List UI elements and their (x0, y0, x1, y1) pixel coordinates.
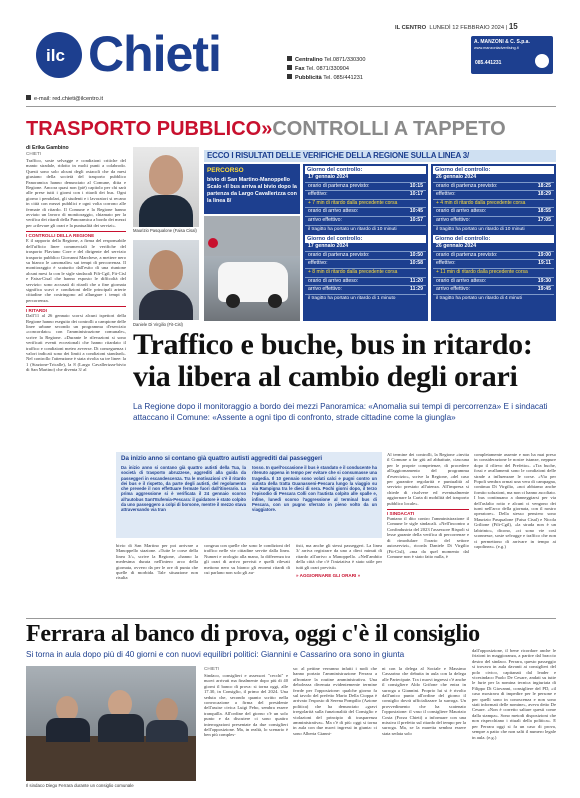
article1-col4: congrua con quelle che sono le condizioni del traffico nelle vie cittadine servite dalla linea. Numeri e orologio alla mano, la differenza tra gli orari di arrivo previsti e quelli rilevati mettono nero su bianco gli enormi ritardi di cui parlano non solo gli au- (204, 543, 290, 576)
schedule-row: effettivo: 10:17 (308, 191, 423, 198)
schedule-row: effettivo: 18:29 (436, 191, 551, 198)
section-header (26, 117, 506, 141)
schedule-row: orario di partenza previsto: 10:15 (308, 182, 423, 189)
article2-col3: ni con la delega al Sociale e Massimo Cassarino che debutta in aula con la delega alle Partecipate. Tra i nuovi ingressi c'è anche il consigliere Aldo Grifone che entra in surroga a Giannini. Proprio lui si è rivolto dall'unico punto all'ordine del giorno il consiglio dovrà ufficializzare la surroga. Un provvedimento che ha scatenato l'opposizione: il vaso il consigliere Maurizio Costa (Forza Chieti) a informare con una missiva il prefetto sul ritardo del tempo per la surroga. Ma, se la maretta sembra essere stata sedata solo (382, 666, 466, 736)
col5-text: tisti, ma anche gli stessi passeggeri. La linea 3/ arriva registrare da uno a dieci minuti di ritardo all'arrivo a Manoppello. «Nell'ambito della città che c'è l'iniziativa è stato utile per tutti gli orari previsti» (296, 543, 382, 570)
subhead-ritardi: I RITARDI (26, 306, 126, 313)
section-title-red: TRASPORTO PUBBLICO (26, 118, 262, 140)
jacket-shape (46, 718, 90, 742)
schedule-table-left (303, 164, 428, 321)
delay-note: + 4 min di ritardo dalla precedente corsa (436, 199, 526, 206)
jacket-shape (139, 195, 193, 227)
schedule-row: arrivo effettivo: 11:29 (308, 286, 423, 293)
schedule-row: arrivo effettivo: 10:57 (308, 216, 423, 223)
article2-col1 (204, 666, 288, 788)
article1-col1-p1: Traffico, soste selvagge e condizioni critiche del manto stradale, ridotto in molti punti a colabrodo. Questi sono solo alcuni degli ostacoli che da mesi giustano della società del trasporto pubblico Panoramica hanno denunciato al Comune, ditta e Regione. Ancora quasi non (piè) capitolo per chi sarà alle prese tutti i giorni con i ritardi dei bus. Ogni giorno i pendolari, gli studenti e i lavoratori si recano in città con mezzi pubblici e ogni volta corrono alle fermate di ritardo. Il Comune e la Regione hanno avviato un lavoro di monitoraggio, chiamato per la verifica dei ritardi della Panoramica a bordo dei mezzi per «rilevare gli orari e la puntualità dei servizi». (26, 158, 126, 228)
col5-subhead: » AGGIORNARE GLI ORARI » (296, 573, 361, 579)
square-icon (287, 56, 292, 61)
contact-pubblicita: Pubblicità Tel. 085/441231 (287, 74, 407, 83)
svg-text:ilc: ilc (46, 46, 65, 65)
aggression-box (116, 452, 382, 538)
council-photo-caption: Il sindaco Diego Ferrara durante un consiglio comunale (26, 783, 134, 788)
ad-site: www.manzoniadvertising.it (474, 46, 519, 50)
total-delay: il tragitto ha portato un ritardo di 1 minuto (308, 295, 396, 301)
article2-col1-text: Sindaco, consiglieri e assessori "cecchi" e nuovi arrivati ma finalmente dopo più di 40 giorni il banco di prova: si torna oggi, alle 17.30, in Consiglio, il primo del 2024. Una seduta che, secondo quanto scritto nella convocazione a firma del presidente dell'assise civica Luigi Febo, sembra essere tranquilla. All'ordine del giorno c'è un solo punto e da discutere ci sono quattro interrogazioni presentate da due consiglieri dell'opposizione. Ma, in realtà, lo scenario è ben più comples- (204, 673, 288, 738)
schedule-table-right (431, 164, 556, 321)
ad-company: A. MANZONI & C. S.p.a. (474, 39, 530, 45)
delay-note: + 7 min di ritardo dalla precedente corsa (308, 199, 398, 206)
square-icon (26, 95, 31, 100)
schedule-row: effettivo: 10:58 (308, 260, 423, 267)
col6-text2: Puntano il dito contro l'amministrazione il Comune le sigle sindacali. «Nell'incontro a Confindustria del 2023 l'assessore Rispoli si lesse garante della verifica di percorrenze e di rimodulare l'orario del settore autoservizi», ricorda Daniele Di Virgilio (Fit-Cisl), «ma da quel momento dal Comune non è stato fatto nulla, è (387, 516, 469, 559)
council-photo (26, 666, 196, 781)
control-date: 17 gennaio 2024 (308, 174, 349, 180)
aggression-box-text-1: Da inizio anno si contano già quattro autisti della Tua, la società di trasporto abruzzese, aggrediti alla guida da passeggeri in escandescenza. Tra le motivazioni c'è il ritardo dei bus e il rispetto, da parte degli autisti, del regolamento che prevede il non effettuare fermate fuori dall'itinerario. La prima aggressione si è verificata il 24 gennaio scorso all'autobus Sant'Eufemia-Pescara: il guidatore è stato colpito da uno passeggero a colpi di borsone, mentre il mezzo stava attraversando via tran (121, 465, 246, 513)
col6-subhead: I SINDACATI (387, 509, 469, 516)
article1-col3: bivio di San Martino per poi arrivare a Manoppello stazione. «Tutte le corse della linea 3/», scrive la Regione, «hanno la medesima durata nell'intero arco della giornata, ovvero da per le ore di punta che quelle di morbida. Tale situazione non risulta (116, 543, 198, 581)
article1-col5 (296, 543, 382, 613)
col6-text: Al termine dei controlli, la Regione «invita il Comune a far giù ad abbattute, ciascuna per le proprie competenze, di procedere all'aggiornamento del programma d'esercizio», scrive la Regione, «del caso per garantire regolarità e puntualità al servizio prestato all'utenza. All'impresa si chiede di risolvere ed eventualmente aggiornare la Carta di mobilità del trasporto pubblico locale». (387, 452, 469, 506)
masthead (0, 0, 580, 106)
contacts (287, 56, 407, 83)
byline: di Erika Gambino (26, 145, 69, 151)
control-day-label: Giorno del controllo: (305, 166, 426, 174)
photo2-caption: Daniele Di Virgilio (Fit-Cisl) (133, 322, 183, 327)
section-title-grey: CONTROLLI A TAPPETO (272, 118, 506, 140)
city-title: Chieti (88, 26, 221, 82)
schedule-row: orario di arrivo atteso: 18:55 (436, 208, 551, 215)
delay-note: + 11 min di ritardo dalla precedente corsa (436, 268, 528, 275)
control-date: 17 gennaio 2024 (308, 243, 349, 250)
percorso-text: bivio di San Martino-Manoppello Scalo «Il bus arriva al bivio dopo la partenza da Largo Cavallerizza con la linea 8/ (207, 177, 297, 204)
ad-phone: 085.441231 (475, 60, 502, 66)
sign-icon (208, 238, 218, 248)
schedule-row: orario di partenza previsto: 18:25 (436, 182, 551, 189)
bus-stop-photo (204, 216, 300, 321)
percorso-title: PERCORSO (207, 167, 244, 174)
schedule-row: orario di arrivo atteso: 11:20 (308, 277, 423, 284)
photo-pasqualone (133, 147, 199, 227)
section-chevrons: » (261, 118, 273, 140)
control-date: 26 gennaio 2024 (436, 174, 477, 180)
article1-col1-p2: E il rapporto della Regione, a firma del responsabile dell'ufficio linee commerciali le verifiche del trasporto Flaviano Core e del dirigente del servizio trasporto pubblico Giovanni Marchese, a mettere nero su bianco le «anomalie» sui tempi di percorrenza. Il monitoraggio è scaturito dall'esito di una riunione alcuni mesi fa con le sigle sindacali Filt-Cgil, Fit-Cisl e Faisa-Cisal che hanno esposto le difficoltà del servizio: sono accusati di ritardi che a fine giornata significa scavi e condizioni delle principali arterie cittadine che costringono ad allungare i tempi di percorrenza. (26, 238, 126, 303)
article2-col4: dall'opposizione, il bene ricordare anche le frizioni in maggioranza, a partire dal braccio destro del sindaco. Ferrara, questo passeggio si trovava in aula davanti ai consiglieri del polo civico, capitanati dal leader e vicesindaco Paolo De Cesare, andati su tutte le furie per la nomina tecnica ingiuriata di Filippo Di Giovanni, consigliere del PD, «il caso mostrava di impedire per le persone e per quelli sono in conoscenza e non sono stati informati delle nomine», aveva detto De Cesare. «Non è corretto saltare questi come dalla stampa». Sono metodi disposizioni che non rispecchiano i rituali della politica». E per Ferrara oggi si fa un caso di prova, sempre a patto che non salti il numero legale in aula. (e.g.) (472, 648, 556, 740)
aggression-box-text-2: tosso. In quell'occasione il bus è standato e il conducente ha ritenuto appena in tempo per evitare che si consumasse una tragedia. Il 10 gennaio sono volati calci e pugni contro un autista della tratta Guanasseni-Pescara lungo la viaggio su via Rampigna tra le dieci di sera. Pochi giorni dopo, il terzo l'episodio di Pescara Colli con l'autista colpito alle spalle e, infine, lunedì scorso l'aggressione al terminal bus di Pescara, con un pugno sferrato in pieno volto da un viaggiatore. (252, 465, 377, 513)
total-delay: il tragitto ha portato un ritardo di 10 minuti (436, 226, 525, 232)
subhead-controlli: I CONTROLLI DELLA REGIONE (26, 231, 126, 238)
email-line: e-mail: red.chieti@ilcentro.it (26, 95, 103, 102)
total-delay: il tragitto ha portato un ritardo di 4 minuti (436, 295, 522, 301)
contact-fax: Fax Tel. 0871/330904 (287, 65, 407, 74)
jacket-shape (146, 720, 188, 742)
article-divider (26, 618, 556, 619)
article1-left-column (26, 145, 126, 625)
article1-col6 (387, 452, 469, 614)
article2-subheadline: Si torna in aula dopo più di 40 giorni e con nuovi equilibri politici: Giannini e Cassarino ora sono in giunta (26, 650, 405, 659)
schedule-row: arrivo effettivo: 17:05 (436, 216, 551, 223)
article1-col1-p3: Dall'11 al 26 gennaio scorsi alcuni ispettori della Regione hanno eseguito dei controlli a campione delle linee urbane secondo un programma d'esercizio «concordato» con l'amministrazione comunale», scrive la Regione. «Durante le rilevazioni si sono verificati eventi eccezionali che hanno ritardato il traffico e condizioni meteo avverse. Di conseguenza i valori indicati sono dei limiti a condizioni standard». Nel controllo l'attenzione è stata rivolta su tre linee: la 1 (Stazione-Tricalle), la 8 (Largo Cavallerizza-bivio di San Martino) che diventa 3/ al (26, 313, 126, 373)
control-date: 26 gennaio 2024 (436, 243, 477, 250)
person-icon (149, 250, 183, 290)
ad-box (471, 36, 553, 74)
article2-col2: so: al pettine verranno infatti i nodi che hanno portato l'amministrazione Ferrara a affrontare la routine amministrativa. Una debolezza divenuta evidentemente termine ferrde per l'opposizione: qualche giorno fa sul tavolo del prefetto Mario Della Cioppa è arrivato l'esposto di Serena Pompilio (Azione politica) che ha denunciato «gravi irregolarità sulla funzionalità del Consiglio e violazioni del principio di trasparenza amministrativa». Ma c'è di più: oggi si torna in aula con due nuovi ingressi in giunta: ci sono Alberta Gianni- (293, 666, 377, 736)
building-shape (204, 216, 300, 256)
article1-col7: completamente assente e non ha mai preso in considerazione le nostre istanze, neppure dopo il rilievo del Prefetto». «Tra buche, fossi e avallamenti sono le condizioni delle strade a influenzare le corse. «Via per Popoli sembra ormai una vera di campagna, continua Di Virgilio, «noi abbiamo anche fornito soluzioni, ma non ci hanno ascoltato. I bus continuano a danneggiarsi per via dell'asfalto rotto e alcuni ci vengono dei turni nell'arco della giornata, con il nostro operatore». Della stesso pensiero sono Maurizio Pasqualone (Faisa Cisal) e Nicola Grilione (Filt-Cgil), «la strada non è un labirinto», dicono, «ci sono vie così sconnesse, soste selvagge e traffico che non ci permettono di arrivare in tempo ai capolinea». (e.g.) (474, 452, 556, 549)
square-icon (287, 65, 292, 70)
schedule-row: arrivo effettivo: 19:45 (436, 286, 551, 293)
percorso-box (204, 164, 300, 214)
photo1-caption: Maurizio Pasqualone (Faisa Cisal) (133, 228, 197, 233)
photo-divirgilio (133, 240, 199, 320)
aggression-box-title: Da inizio anno si contano già quattro autisti aggrediti dai passeggeri (121, 455, 323, 462)
article1-headline: Traffico e buche, bus in ritardo: via libera al cambio degli orari (133, 328, 533, 393)
schedule-row: orario di arrivo atteso: 10:45 (308, 208, 423, 215)
person-icon (149, 155, 183, 195)
folio: IL CENTRO LUNEDÌ 12 FEBBRAIO 2024 | 15 (395, 22, 518, 31)
jacket-shape (139, 290, 193, 320)
delay-note: + 8 min di ritardo dalla precedente corsa (308, 268, 398, 275)
total-delay: il tragitto ha portato un ritardo di 10 minuti (308, 226, 397, 232)
jacket-shape (98, 714, 144, 742)
wheel-icon (268, 294, 282, 308)
wheel-icon (226, 294, 240, 308)
schedule-row: effettivo: 19:11 (436, 260, 551, 267)
ad-logo-icon (535, 54, 549, 68)
results-banner: ECCO I RISULTATI DELLE VERIFICHE DELLA REGIONE SULLA LINEA 3/ (204, 150, 556, 162)
schedule-row: orario di partenza previsto: 19:00 (436, 251, 551, 258)
article2-headline: Ferrara al banco di prova, oggi c'è il consiglio (26, 621, 480, 647)
schedule-row: orario di arrivo atteso: 19:30 (436, 277, 551, 284)
square-icon (287, 74, 292, 79)
contact-centralino: Centralino Tel.0871/330300 (287, 56, 407, 65)
place: CHIETI (26, 151, 42, 156)
article1-subheadline: La Regione dopo il monitoraggio a bordo dei mezzi Panoramica: «Anomalia sui tempi di percorrenza» E i sindacati attaccano il Comune: «Assente a ogni tipo di confronto, strade cittadine come la giungla» (133, 402, 548, 422)
control-day-label: Giorno del controllo: (433, 235, 554, 243)
logo-icon (36, 32, 82, 78)
schedule-row: orario di partenza previsto: 10:50 (308, 251, 423, 258)
control-day-label: Giorno del controllo: (433, 166, 554, 174)
article2-place: CHIETI (204, 666, 220, 671)
masthead-rule (26, 106, 556, 107)
desk-shape (26, 736, 196, 781)
control-day-label: Giorno del controllo: (305, 235, 426, 243)
